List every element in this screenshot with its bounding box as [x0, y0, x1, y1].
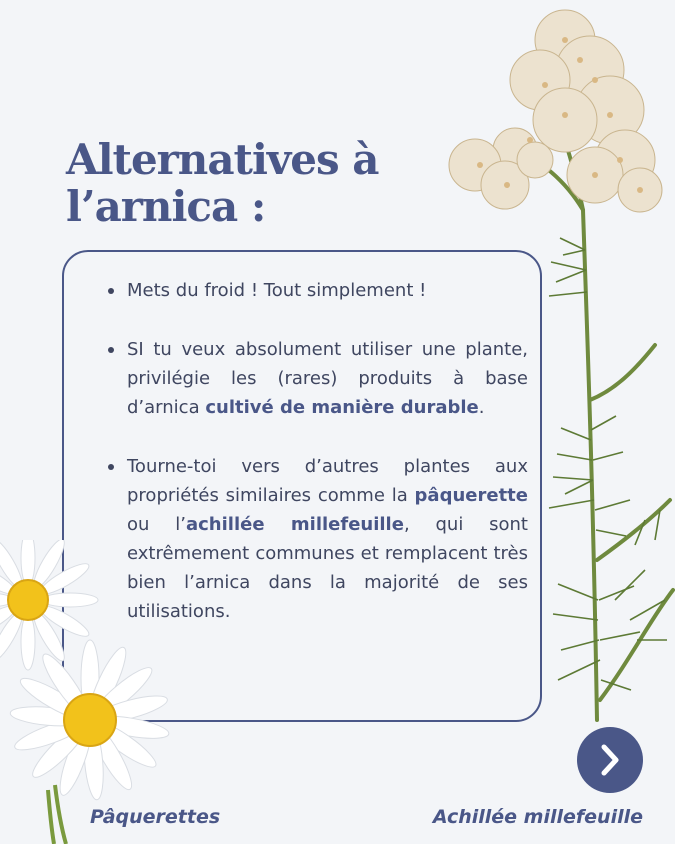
caption-daisies: Pâquerettes [90, 806, 221, 828]
title-line-2: l’arnica : [66, 182, 266, 231]
bullet-text: , qui sont extrêmement communes et remplacent très bien l’arnica dans la majorité de ses utilisations. [127, 514, 528, 622]
bullet-emphasis: pâquerette [414, 485, 528, 506]
bullet-dot-icon [108, 347, 114, 353]
bullet-text: . [478, 397, 485, 418]
bullet-text: SI tu veux absolument utiliser une plante, privilégie les (rares) produits à base d’arnica [127, 339, 528, 418]
bullet-text: ou l’ [127, 514, 186, 535]
caption-yarrow: Achillée millefeuille [432, 806, 643, 828]
page-title [66, 136, 379, 230]
bullet-emphasis: achillée millefeuille [185, 514, 404, 535]
title-line-1: Alternatives à [66, 135, 379, 184]
next-button[interactable] [577, 727, 643, 793]
daisy-illustration [0, 540, 175, 844]
bullet-dot-icon [108, 464, 114, 470]
bullet-text: Tourne-toi vers d’autres plantes aux propriétés similaires comme la [127, 456, 528, 506]
list-item [108, 276, 528, 305]
bullet-text: Mets du froid ! Tout simplement ! [127, 280, 427, 301]
bullet-dot-icon [108, 288, 114, 294]
bullet-emphasis: cultivé de manière durable [205, 397, 479, 418]
chevron-right-icon [597, 743, 623, 777]
list-item [108, 335, 528, 422]
